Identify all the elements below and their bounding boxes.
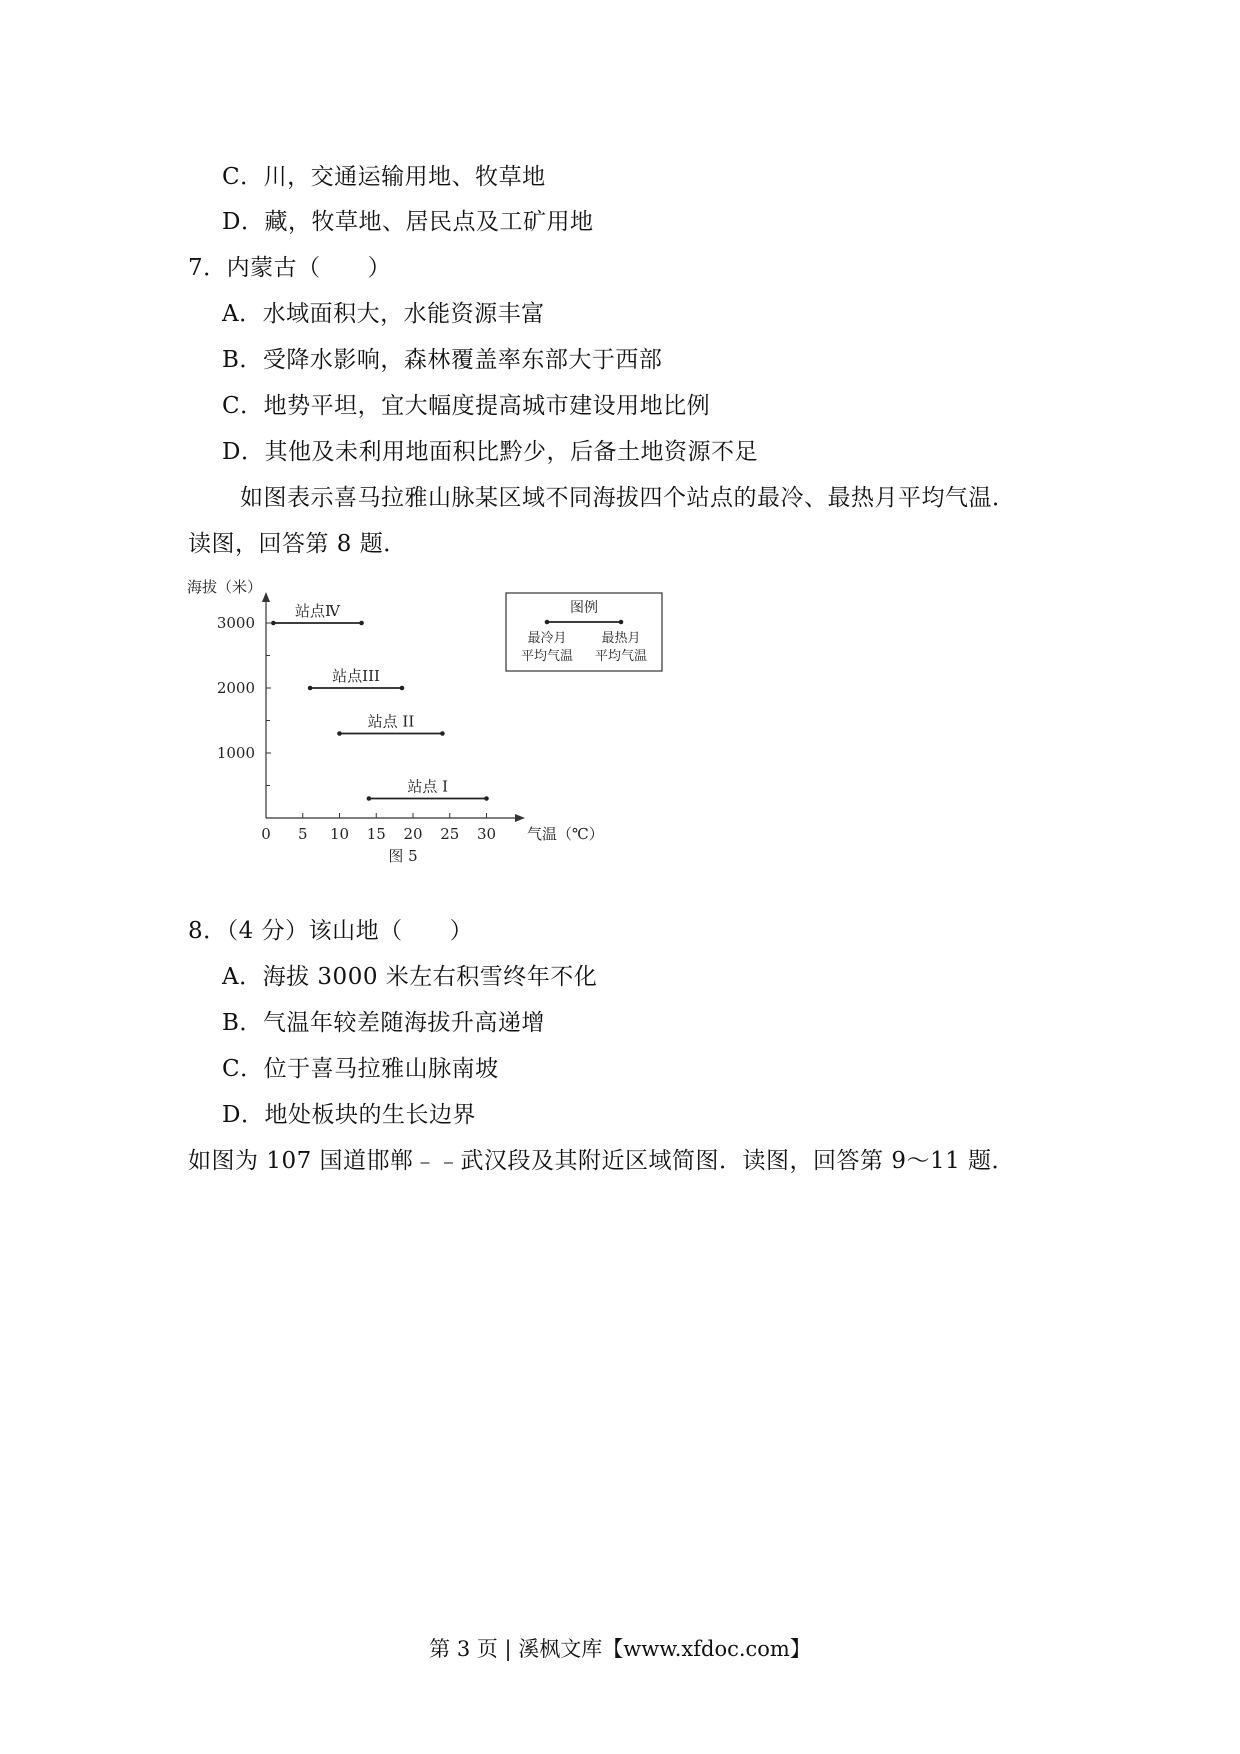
question-8-option-d: D．地处板块的生长边界 (222, 1102, 476, 1128)
x-tick-label: 30 (476, 825, 497, 843)
station-min-point (271, 621, 276, 626)
legend-max-dot (619, 620, 624, 625)
next-figure-intro: 如图为 107 国道邯郸﹣﹣武汉段及其附近区域简图．读图，回答第 9～11 题． (188, 1148, 1016, 1174)
y-axis-label: 海拔（米） (187, 578, 263, 596)
station-temperature-chart (185, 578, 665, 878)
legend (506, 593, 662, 671)
station-label: 站点 II (367, 712, 415, 731)
x-tick-label: 0 (261, 825, 271, 843)
page-footer: 第 3 页 | 溪枫文库【www.xfdoc.com】 (429, 1637, 811, 1661)
option-d-previous: D．藏，牧草地、居民点及工矿用地 (222, 209, 594, 235)
y-tick-label: 3000 (216, 614, 255, 632)
question-7: 7．内蒙古（ ） (188, 255, 392, 281)
figure-caption: 图 5 (388, 847, 418, 865)
station-max-point (484, 796, 489, 801)
y-tick-label: 2000 (216, 679, 255, 697)
option-c-previous: C．川，交通运输用地、牧草地 (222, 164, 546, 190)
question-8-option-b: B．气温年较差随海拔升高递增 (222, 1010, 545, 1036)
question-7-option-b: B．受降水影响，森林覆盖率东部大于西部 (222, 347, 663, 373)
legend-right-label-2: 平均气温 (594, 649, 648, 664)
x-tick-label: 20 (403, 825, 423, 843)
station-label: 站点 I (407, 777, 449, 796)
legend-right-label-1: 最热月 (601, 631, 641, 646)
legend-left-label-2: 平均气温 (520, 649, 574, 664)
question-8-option-a: A．海拔 3000 米左右积雪终年不化 (222, 964, 598, 990)
station-label: 站点Ⅳ (294, 602, 340, 620)
x-axis-arrow (515, 814, 525, 822)
figure-intro: 如图表示喜马拉雅山脉某区域不同海拔四个站点的最冷、最热月平均气温． (240, 485, 1016, 511)
station-min-point (308, 686, 313, 691)
x-tick-label: 15 (366, 825, 386, 843)
station-max-point (400, 686, 405, 691)
station-bars (271, 602, 489, 801)
station-label: 站点III (332, 667, 380, 685)
legend-left-label-1: 最冷月 (527, 631, 567, 646)
question-7-option-c: C．地势平坦，宜大幅度提高城市建设用地比例 (222, 393, 711, 419)
legend-title: 图例 (570, 600, 598, 616)
figure-instruction: 读图，回答第 8 题． (188, 531, 407, 557)
question-8-option-c: C．位于喜马拉雅山脉南坡 (222, 1056, 499, 1082)
x-tick-label: 5 (297, 825, 308, 843)
x-tick-label: 25 (440, 825, 460, 843)
y-ticks (217, 614, 271, 786)
station-min-point (367, 796, 372, 801)
station-min-point (337, 731, 342, 736)
station-max-point (440, 731, 445, 736)
station-max-point (359, 621, 364, 626)
x-tick-label: 10 (329, 825, 350, 843)
question-8: 8．（4 分）该山地（ ） (188, 918, 474, 944)
x-axis-label: 气温（℃） (527, 825, 604, 843)
question-7-option-d: D．其他及未利用地面积比黔少，后备土地资源不足 (222, 439, 758, 465)
legend-min-dot (545, 620, 550, 625)
y-tick-label: 1000 (216, 744, 255, 762)
y-axis-arrow (262, 592, 270, 602)
question-7-option-a: A．水域面积大，水能资源丰富 (222, 301, 545, 327)
